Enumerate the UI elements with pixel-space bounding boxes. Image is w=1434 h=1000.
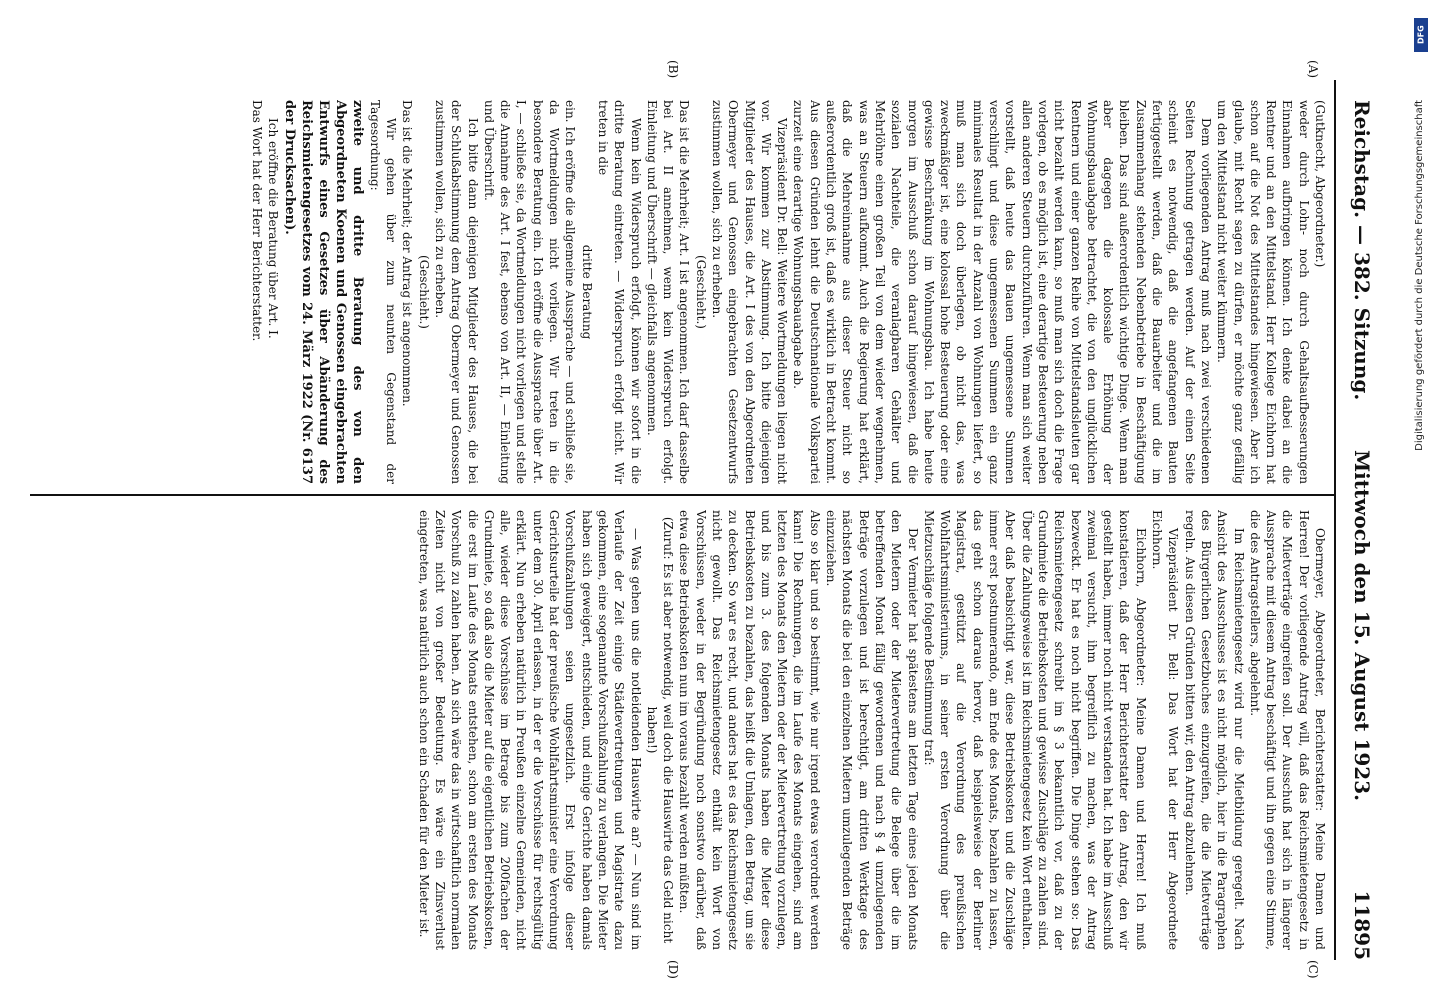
- margin-mark-b: (B): [666, 60, 680, 79]
- right-text-column: [30, 510, 1328, 950]
- margin-mark-a: (A): [1306, 60, 1320, 79]
- header-date: Mittwoch den 15. August 1923.: [1350, 450, 1374, 802]
- paragraph: (Gutknecht, Abgeordneter.): [1313, 100, 1327, 268]
- paragraph: (Zuruf: Es ist aber notwendig, weil doch die Hauswirte das Geld nicht haben!): [644, 516, 676, 944]
- paragraph: Das ist die Mehrheit; Art. I ist angenommen. Ich darf dasselbe bei Art. II annehmen, wenn kein Widerspruch erfolgt. Einleitung und Überschrift — gleichfalls angenommen.: [644, 100, 692, 484]
- paragraph: dritte Beratung: [579, 244, 594, 340]
- dfg-logo: DFG: [1414, 18, 1428, 52]
- credit-text: Digitalisierung gefördert durch die Deutsche Forschungsgemeinschaft: [1414, 100, 1425, 451]
- paragraph: Der Vermieter hat spätestens am letzten Tage eines jeden Monats den Mietern oder der Mietervertretung die Belege über die im betreffenden Monat fällig gewordenen und nach § 4 umzulegenden Beträge vorzulegen und ist berechtigt, am dritten Werktage des nächsten Monats die bei den einzelnen Mietern umzulegenden Beträge einzuziehen.: [824, 510, 920, 950]
- margin-mark-c: (C): [1306, 960, 1320, 979]
- paragraph: Wenn kein Widerspruch erfolgt, können wir sofort in die dritte Beratung eintreten. — Widerspruch erfolgt nicht. Wir treten in die: [595, 100, 643, 484]
- digitization-credit: [1412, 10, 1432, 990]
- agenda-item-heading: zweite und dritte Beratung des von den Abgeordneten Koenen und Genossen eingebrachten Entwurfs eines Gesetzes über Abänderung des Reichsmietengesetzes vom 24. März 1922 (Nr. 6137 der Drucksachen).: [282, 100, 366, 484]
- paragraph: Das Wort hat der Herr Berichterstatter.: [250, 100, 265, 342]
- paragraph: (Geschieht.): [693, 255, 708, 329]
- column-divider: [30, 494, 1336, 496]
- paragraph: Wir gehen über zum neunten Gegenstand der Tagesordnung:: [367, 100, 399, 484]
- paragraph: weder durch Lohn- noch durch Gehaltsaufbesserungen Einnahmen aufbringen können. Ich denke dabei an die Rentner und an den Mittelstand. Herr Kollege Eichhorn hat schon auf die Not des Mittelstandes hingewiesen. Aber ich glaube, mit Recht sagen zu dürfen, er möchte ganz gefällig um den Mittelstand nicht weiter kümmern.: [1215, 100, 1311, 484]
- paragraph: — Was gehen uns die notleidenden Hauswirte an? — Nun sind im Verlaufe der Zeit einige Städtevertretungen und Magistrate dazu gekommen, eine sogenannte Vorschußzahlung zu verlangen. Die Mieter haben sich geweigert, entschieden, und einige Gerichte haben damals Vorschußzahlungen seien ungesetzlich. Erst infolge dieser Gerichtsurteile hat der preußische Wohlfahrtsminister eine Verordnung unter dem 30. April erlassen, in der er die Vorschüsse für rechtsgültig erklärt. Nun erheben natürlich in Preußen einzelne Gemeinden, nicht alle, wieder diese Vorschüsse im Betrage bis zum 200fachen der Grundmiete, so daß also die Mieter auf die eigentlichen Betriebskosten, die erst im Laufe des Monats entstehen, schon am ersten des Monats Vorschuß zu zahlen haben. An sich wäre das in wirtschaftlich normalen Zeiten nicht von großer Bedeutung. Es wäre ein Zinsverlust eingetreten, was natürlich auch schon ein Schaden für den Mieter ist.: [416, 510, 643, 950]
- paragraph: Ich bitte dann diejenigen Mitglieder des Hauses, die bei der Schlußabstimmung dem Antrag Obermeyer und Genossen zustimmen wollen, sich zu erheben.: [432, 100, 480, 484]
- paragraph: Im Reichsmietengesetz wird nur die Mietbildung geregelt. Nach Ansicht des Ausschusses ist es nicht möglich, hier in die Paragraphen des Bürgerlichen Gesetzbuches einzugreifen, die die Mietverträge regeln. Aus diesen Gründen bitten wir, den Antrag abzulehnen.: [1182, 510, 1246, 950]
- paragraph: Vizepräsident Dr. Bell: Weitere Wortmeldungen liegen nicht vor. Wir kommen zur Abstimmung. Ich bitte diejenigen Mitglieder des Hauses, die Art. I des von den Abgeordneten Obermeyer und Genossen eingebrachten Gesetzentwurfs zustimmen wollen, sich zu erheben.: [710, 100, 790, 484]
- paragraph: Dem vorliegenden Antrag muß nach zwei verschiedenen Seiten Rechnung getragen werden. Auf der einen Seite scheint es notwendig, daß die angefangenen Bauten fertiggestellt werden, daß die Bauarbeiter und die im Zusammenhang stehenden Nebenbetriebe in Beschäftigung bleiben. Das sind außerordentlich wichtige Dinge. Wenn man aber dagegen die kolossale Erhöhung der Wohnungsbauabgabe betrachtet, die von den unglücklichen Rentnern und einer ganzen Reihe von Mittelstandsleuten gar nicht bezahlt werden kann, so muß man sich doch die Frage vorlegen, ob es möglich ist, eine derartige Besteuerung neben allen anderen Steuern durchzuführen. Wenn man sich weiter vorstellt, daß heute das Bauen ungemessene Summen verschlingt und diese ungemessenen Summen ein ganz minimales Resultat in der Anzahl von Wohnungen liefert, so muß man sich doch überlegen, ob nicht das, was zweckmäßiger ist, eine kolossal hohe Besteuerung oder eine gewisse Beschränkung im Wohnungsbau. Ich habe heute morgen im Ausschuß schon darauf hingewiesen, daß die sozialen Nachteile, die veranlagbaren Gehälter und Mehrlöhne einen großen Teil von dem wieder wegnehmen, was an Steuern aufkommt. Auch die Regierung hat erklärt, daß die Mehreinnahme aus dieser Steuer nicht so außerordentlich groß ist, daß es wirklich in Betracht kommt. Aus diesen Gründen lehnt die Deutschnationale Volkspartei zurzeit eine derartige Wohnungsbauabgabe ab.: [791, 100, 1213, 484]
- paragraph: Also so klar und so bestimmt, wie nur irgend etwas verordnet werden kann! Die Rechnungen, die im Laufe des Monats eingehen, sind am letzten des Monats den Mietern oder der Mietervertretung vorzulegen, und bis zum 3. des folgenden Monats haben die Mieter diese Betriebskosten zu bezahlen, das heißt die Umlagen, den Betrag, um sie zu decken. So war es recht, und anders hat es das Reichsmietengesetz nicht gewollt. Das Reichsmietengesetz enthält kein Wort von Vorschüssen, weder in der Begründung noch sonstwo darüber, daß etwa diese Betriebskosten nun im voraus bezahlt werden müßten.: [677, 510, 822, 950]
- paragraph: Obermeyer, Abgeordneter, Berichterstatter: Meine Damen und Herren! Der vorliegende Antrag will, daß das Reichsmietengesetz in die Mietverträge eingreifen soll. Der Ausschuß hat sich in längerer Aussprache mit diesem Antrag beschäftigt und ihn gegen eine Stimme, die des Antragstellers, abgelehnt.: [1247, 510, 1327, 950]
- paragraph: Vizepräsident Dr. Bell: Das Wort hat der Herr Abgeordnete Eichhorn.: [1150, 510, 1181, 950]
- page-header: [1340, 100, 1380, 960]
- paragraph: (Geschieht.): [416, 255, 431, 329]
- header-rule: [1334, 80, 1336, 960]
- header-session: Reichstag. — 382. Sitzung.: [1350, 100, 1374, 401]
- page-number: 11895: [1350, 890, 1374, 960]
- paragraph: Das ist die Mehrheit; der Antrag ist angenommen.: [400, 100, 415, 407]
- paragraph: Ich eröffne die Beratung über Art. I.: [266, 118, 281, 339]
- paragraph: Eichhorn, Abgeordneter: Meine Damen und Herren! Ich muß konstatieren, daß der Herr Berichterstatter den Antrag, den wir gestellt haben, immer noch nicht verstanden hat. Ich habe im Ausschuß zweimal versucht, ihm begreiflich zu machen, was der Antrag bezweckt. Er hat es noch nicht begriffen. Die Dinge stehen so: Das Reichsmietengesetz schreibt im § 3 bekanntlich vor, daß zu der Grundmiete die Betriebskosten und gewisse Zuschläge zu zahlen sind. Über die Zahlungsweise ist im Reichsmietengesetz kein Wort enthalten. Aber daß beabsichtigt war, diese Betriebskosten und die Zuschläge immer erst postnumerando, am Ende des Monats, bezahlen zu lassen, das geht schon daraus hervor, daß beispielsweise der Berliner Magistrat, gestützt auf die Verordnung des preußischen Wohlfahrtsministeriums, in seiner ersten Verordnung über die Mietzuschläge folgende Bestimmung traf:: [921, 510, 1148, 950]
- paragraph: ein. Ich eröffne die allgemeine Aussprache — und schließe sie, da Wortmeldungen nicht vorliegen. Wir treten in die besondere Beratung ein. Ich eröffne die Aussprache über Art. I, — schließe sie, da Wortmeldungen nicht vorliegen und stelle die Annahme des Art. I fest, ebenso von Art. II, — Einleitung und Überschrift.: [481, 100, 578, 484]
- margin-mark-d: (D): [666, 960, 680, 979]
- left-text-column: [30, 100, 1328, 484]
